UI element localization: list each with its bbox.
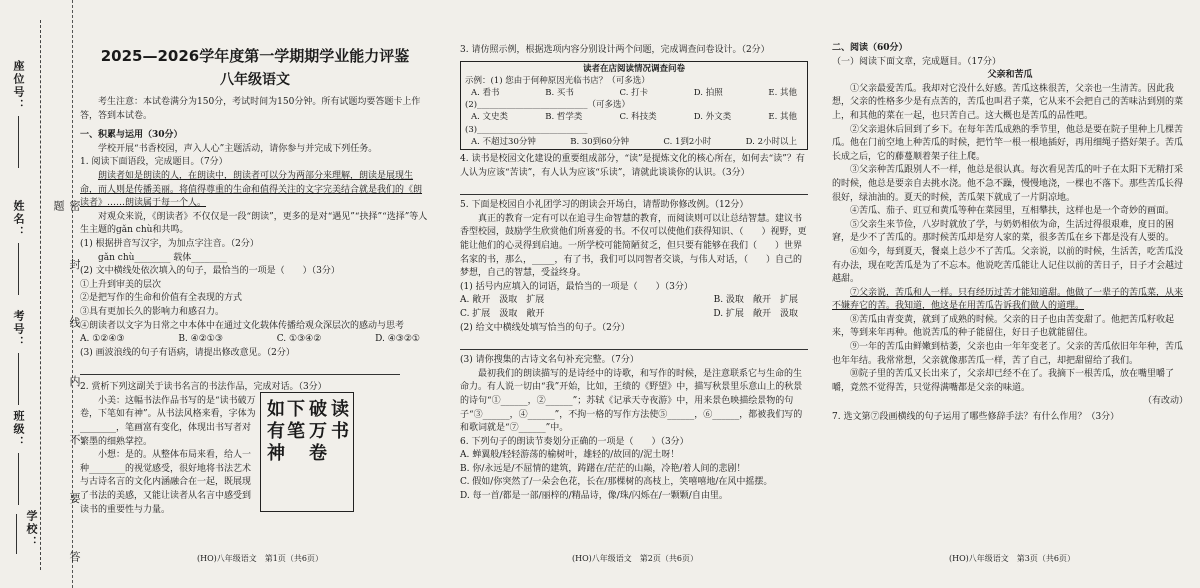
choice-row <box>460 294 808 308</box>
option-sentence: ③具有更加长久的影响力和感召力。 <box>80 306 225 317</box>
dialogue-xiaoxiang: 小想：是的。从整体布局来看，给人一种________的视觉感受，很好地将书法艺术与古诗名言的文化内涵融合在一起，既展现了书法的美感，又能让读者从名言中感受到读书的重要性与力量。 <box>80 450 252 515</box>
survey-options-3 <box>465 136 803 148</box>
essay-paragraph: ④苦瓜、茄子、豇豆和黄瓜等种在菜园里，互相攀扶，这样也是一个奇妙的画面。 <box>850 206 1175 217</box>
question-1-1: (1) 根据拼音写汉字，为加点字注音。（2分） <box>80 238 259 249</box>
exam-number-label: 考号： <box>12 310 25 349</box>
survey-option[interactable]: C. 打卡 <box>619 88 649 98</box>
answer-line[interactable] <box>80 360 400 375</box>
seat-number-field[interactable] <box>10 60 26 168</box>
seal-dashed-line <box>40 20 41 570</box>
survey-option[interactable]: D. 2小时以上 <box>745 136 797 147</box>
poetry-fill-passage: 最初我们的朗读描写的是诗经中的诗歌，和写作的时候，是注意联系它与生命的生命力。有人说一切由“我”开始，比如，王绩的《野望》中，描写秋景里乐意山上的秋景的诗句“①______，②______”；苏轼《记承天寺夜游》中，用来景色映描绘景物的句子“③______，④______”，不拘一格的写作方法使⑤______，⑥______，都被我们写的和歌词就是“⑦______”中。 <box>460 368 803 434</box>
choice-b[interactable]: B. 汲取 敞开 扩展 <box>713 295 798 306</box>
question-7: 7. 选文第⑦段画横线的句子运用了哪些修辞手法？有什么作用？（3分） <box>832 412 1120 423</box>
calligraphy-column: 如有神 <box>264 399 285 465</box>
section-heading: 一、积累与运用（30分） <box>80 130 183 141</box>
question-4: 4. 读书是校园文化建设的重要组成部分，“读”是提炼文化的核心所在，如何去“读”？有人认为应该“苦读”，有人认为应该“乐读”，请就此谈谈你的认识。（3分） <box>460 154 805 178</box>
page-2-column <box>460 38 808 543</box>
option-sentence: ④朗读者以文字为日常之中本体中在通过文化载体传播给观众深层次的感动与思考 <box>80 320 405 331</box>
essay-paragraph: ②父亲退休后回到了乡下。在每年苦瓜成熟的季节里，他总是要在院子里种上几棵苦瓜。他在门前空地上种苦瓜的时候，把竹竿一根一根地插好，再用细绳子搭好架子。苦瓜长成之后，它的藤蔓顺着架子往上爬。 <box>832 124 1184 162</box>
survey-question-3[interactable]: (3)__________________________ <box>465 124 588 135</box>
answer-line[interactable] <box>460 335 808 350</box>
name-label: 姓名： <box>12 200 25 239</box>
essay-title: 父亲和苦瓜 <box>987 70 1033 81</box>
essay-paragraph: ⑦父亲说，苦瓜和人一样。只有经历过苦才能知道甜。他做了一辈子的苦瓜菜，从来不嫌弃它的苦。我知道，他这是在用苦瓜告诉我们做人的道理。 <box>832 287 1184 312</box>
exam-number-field[interactable] <box>10 310 26 405</box>
page-footer-1: (HO)八年级语文 第1页（共6页） <box>197 554 323 563</box>
reading-passage-2: 对观众来说，《朗读者》不仅仅是一段“朗读”，更多的是对“遇见”“抉择”“选择”等人生主题的gǎn chù和共鸣。 <box>80 211 428 236</box>
survey-option[interactable]: A. 看书 <box>471 88 500 98</box>
school-label: 学校： <box>25 510 38 549</box>
question-5-1: (1) 括号内应填入的词语，最恰当的一项是（ ）（3分） <box>460 281 693 292</box>
question-1-2: (2) 文中横线处依次填入的句子，最恰当的一项是（ ）（3分） <box>80 266 340 277</box>
essay-paragraph: ⑥如今，每到夏天，餐桌上总少不了苦瓜。父亲说，以前的时候，生活苦，吃苦瓜没有办法，现在吃苦瓜是为了不忘本。他说吃苦瓜能让人记住以前的苦日子，日子才会越过越甜。 <box>832 246 1184 285</box>
binding-margin <box>0 0 81 588</box>
choice-row <box>80 333 430 347</box>
reading-passage: 朗读者如是朗读的人，在朗读中，朗读者可以分为两部分来理解，朗读是展现生命，而人则是传播美丽。将值得尊重的生命和值得关注的文字完美结合就是我们的《朗读者》……朗读属于每一个人。 <box>80 170 423 209</box>
seat-number-label: 座位号： <box>12 60 25 112</box>
exam-title: 2025—2026学年度第一学期期学业能力评鉴 <box>100 47 410 65</box>
survey-option[interactable]: A. 文史类 <box>471 112 509 123</box>
survey-option[interactable]: A. 不超过30分钟 <box>471 136 536 147</box>
option-a[interactable]: A. 蝉翼般/轻轻游荡的榆树叶，雄轻的/故回的/泥土呀！ <box>460 450 680 461</box>
choice-c[interactable]: C. ①③④② <box>276 334 322 345</box>
essay-paragraph: ①父亲最爱苦瓜。我却对它没什么好感。苦瓜这株很苦，父亲也一生清苦。因此我想，父亲的性格多少是有点苦的，苦瓜也叫君子菜，它从来不会把自己的苦味沾到别的菜上，和其他的菜在一起，也只苦自己。这大概也是苦瓜的品性吧。 <box>832 83 1184 121</box>
question-5-3: (3) 请你搜集的古诗文名句补充完整。（7分） <box>460 355 639 366</box>
essay-paragraph: ⑨一年的苦瓜由鲜嫩到枯萎，父亲也由一年年变老了。父亲的苦瓜依旧年年种，苦瓜也年年结。我常常想，父亲就像那苦瓜一样，苦了自己，却把甜留给了我们。 <box>832 342 1184 366</box>
option-d[interactable]: D. 每一首/都是一部/丽梓的/精品诗，像/珠/闪烁在/一颗颗/自由里。 <box>460 491 728 502</box>
calligraphy-column: 下笔 <box>284 399 305 443</box>
question-5-2: (2) 给文中横线处填写恰当的句子。（2分） <box>460 322 630 333</box>
question-6: 6. 下列句子的朗读节奏划分正确的一项是（ ）（3分） <box>460 436 689 447</box>
survey-box <box>460 61 808 150</box>
choice-a[interactable]: A. ①②④③ <box>80 334 125 345</box>
exam-notice: 考生注意：本试卷满分为150分，考试时间为150分钟。所有试题均要答题卡上作答，答到本试卷。 <box>80 97 421 121</box>
page-1-column <box>80 38 430 543</box>
choice-row <box>460 308 808 322</box>
survey-question-1: 示例：(1) 您由于何种原因光临书店？（可多选） <box>465 75 650 86</box>
question-3: 3. 请仿照示例，根据选项内容分别设计两个问题，完成调查问卷设计。（2分） <box>460 45 770 55</box>
answer-blank-line[interactable]: gǎn chù________ 载体________ <box>98 252 228 263</box>
section-heading: 二、阅读（60分） <box>832 43 908 53</box>
opening-speech: 真正的教育一定有可以在追寻生命智慧的教育，而阅读则可以让总结智慧。建议书香型校园，鼓励学生欣赏他们所喜爱的书。不仅可以使他们获得知识、（ ）视野，更能让他们的心灵得到启迪。一所学校可能简陋贫乏，但只要有能够在我们（ ）世界名家的书，那么，_____，有了书，我们可以同智者交谈，与伟人对话，（ ）自己的梦想，自己的智慧，受益终身。 <box>460 213 807 279</box>
answer-line[interactable] <box>460 180 808 195</box>
survey-option[interactable]: C. 科技类 <box>619 112 657 123</box>
page-3-column <box>832 38 1188 543</box>
subsection-heading: （一）阅读下面文章，完成题目。（17分） <box>832 56 1001 67</box>
calligraphy-column: 读书 <box>328 399 349 443</box>
choice-c[interactable]: C. 扩展 汲取 敞开 <box>460 308 545 319</box>
survey-option[interactable]: C. 1到2小时 <box>663 136 712 147</box>
survey-option[interactable]: D. 外文类 <box>693 112 732 123</box>
name-field[interactable] <box>10 200 26 295</box>
survey-option[interactable]: B. 哲学类 <box>545 112 583 123</box>
option-sentence: ①上升到审美的层次 <box>80 279 162 290</box>
choice-d[interactable]: D. ④③②① <box>375 334 420 345</box>
survey-option[interactable]: D. 拍照 <box>693 88 723 98</box>
activity-intro: 学校开展“书香校园，声入人心”主题活动，请你参与并完成下列任务。 <box>98 143 378 154</box>
survey-question-2[interactable]: (2)__________________________（可多选） <box>465 100 631 111</box>
page-footer-2: (HO)八年级语文 第2页（共6页） <box>572 554 698 563</box>
question-5: 5. 下面是校园自小礼团学习的朗读会开场白，请帮助你修改例。（12分） <box>460 200 749 211</box>
dialogue-xiaomei: 小美：这幅书法作品书写的是“读书破万卷，下笔如有神”。从书法风格来看，字体为________，笔画富有变化，体现出书写者对繁墨的细熟掌控。 <box>80 395 256 447</box>
survey-options-1 <box>465 87 803 99</box>
question-1: 1. 阅读下面语段，完成题目。（7分） <box>80 157 228 168</box>
essay-paragraph: ⑤父亲生来节俭，八岁时就放了学，与奶奶相依为命，生活过得很艰难，度日的困窘，是少不了苦瓜的。那时候苦瓜却是穷人家的菜，很多苦瓜在乡下都是没有人要的。 <box>832 219 1175 244</box>
survey-option[interactable]: E. 其他 <box>768 112 797 123</box>
essay-source: （有改动） <box>1142 396 1188 407</box>
option-b[interactable]: B. 你/永远是/不屈情的建筑，踌躇在/茫茫的山巅，冷艳/着人间的悲剧！ <box>460 463 746 474</box>
choice-d[interactable]: D. 扩展 敞开 汲取 <box>713 308 798 319</box>
survey-option[interactable]: B. 30到60分钟 <box>570 136 630 147</box>
choice-a[interactable]: A. 敞开 汲取 扩展 <box>460 295 545 306</box>
option-sentence: ②是把写作的生命和价值有全表现的方式 <box>80 293 243 304</box>
essay-paragraph: ⑩院子里的苦瓜又长出来了，父亲却已经不在了。我摘下一根苦瓜，放在嘴里嚼了嚼，竟然不觉得苦，只觉得满嘴都是父亲的味道。 <box>832 369 1175 393</box>
calligraphy-artwork <box>260 392 354 512</box>
seal-warning-text: 密 封 线 内 不 要 答 题 <box>52 200 81 584</box>
essay-paragraph: ⑧苦瓜由青变黄，就到了成熟的时候。父亲的日子也由苦变甜了。他把苦瓜籽收起来，等到来年再种。他说苦瓜的种子能留住，好日子也就能留住。 <box>832 314 1175 339</box>
school-field[interactable] <box>10 510 39 588</box>
option-c[interactable]: C. 假如/你突然了/一朵会色花，长在/那棵树的高枝上，笑嘻嘻地/在风中摇摆。 <box>460 477 773 488</box>
class-label: 班级： <box>12 410 25 449</box>
survey-option[interactable]: B. 买书 <box>545 88 574 98</box>
survey-title: 读者在店阅读情况调查问卷 <box>582 63 685 74</box>
question-1-3: (3) 画波浪线的句子有语病，请提出修改意见。（2分） <box>80 347 295 358</box>
question-2: 2. 赏析下列这副关于读书名言的书法作品，完成对话。（3分） <box>80 382 327 393</box>
survey-options-2 <box>465 111 803 123</box>
exam-subject: 八年级语文 <box>220 72 290 88</box>
choice-b[interactable]: B. ④②①③ <box>178 334 223 345</box>
essay-paragraph: ③父亲种苦瓜跟别人不一样，他总是很认真。每次看见苦瓜的叶子在太阳下无精打采的时候，他总是要亲自去挑水浇。他不急不躁，慢慢地浇，一棵也不落下。那些苦瓜长得很好，绿油油的。夏天的时候，苦瓜架下就成了一片阴凉地。 <box>832 165 1184 203</box>
page-footer-3: (HO)八年级语文 第3页（共6页） <box>949 554 1075 563</box>
class-field[interactable] <box>10 410 26 505</box>
survey-option[interactable]: E. 其他 <box>768 88 797 98</box>
calligraphy-column: 破万卷 <box>306 399 327 465</box>
